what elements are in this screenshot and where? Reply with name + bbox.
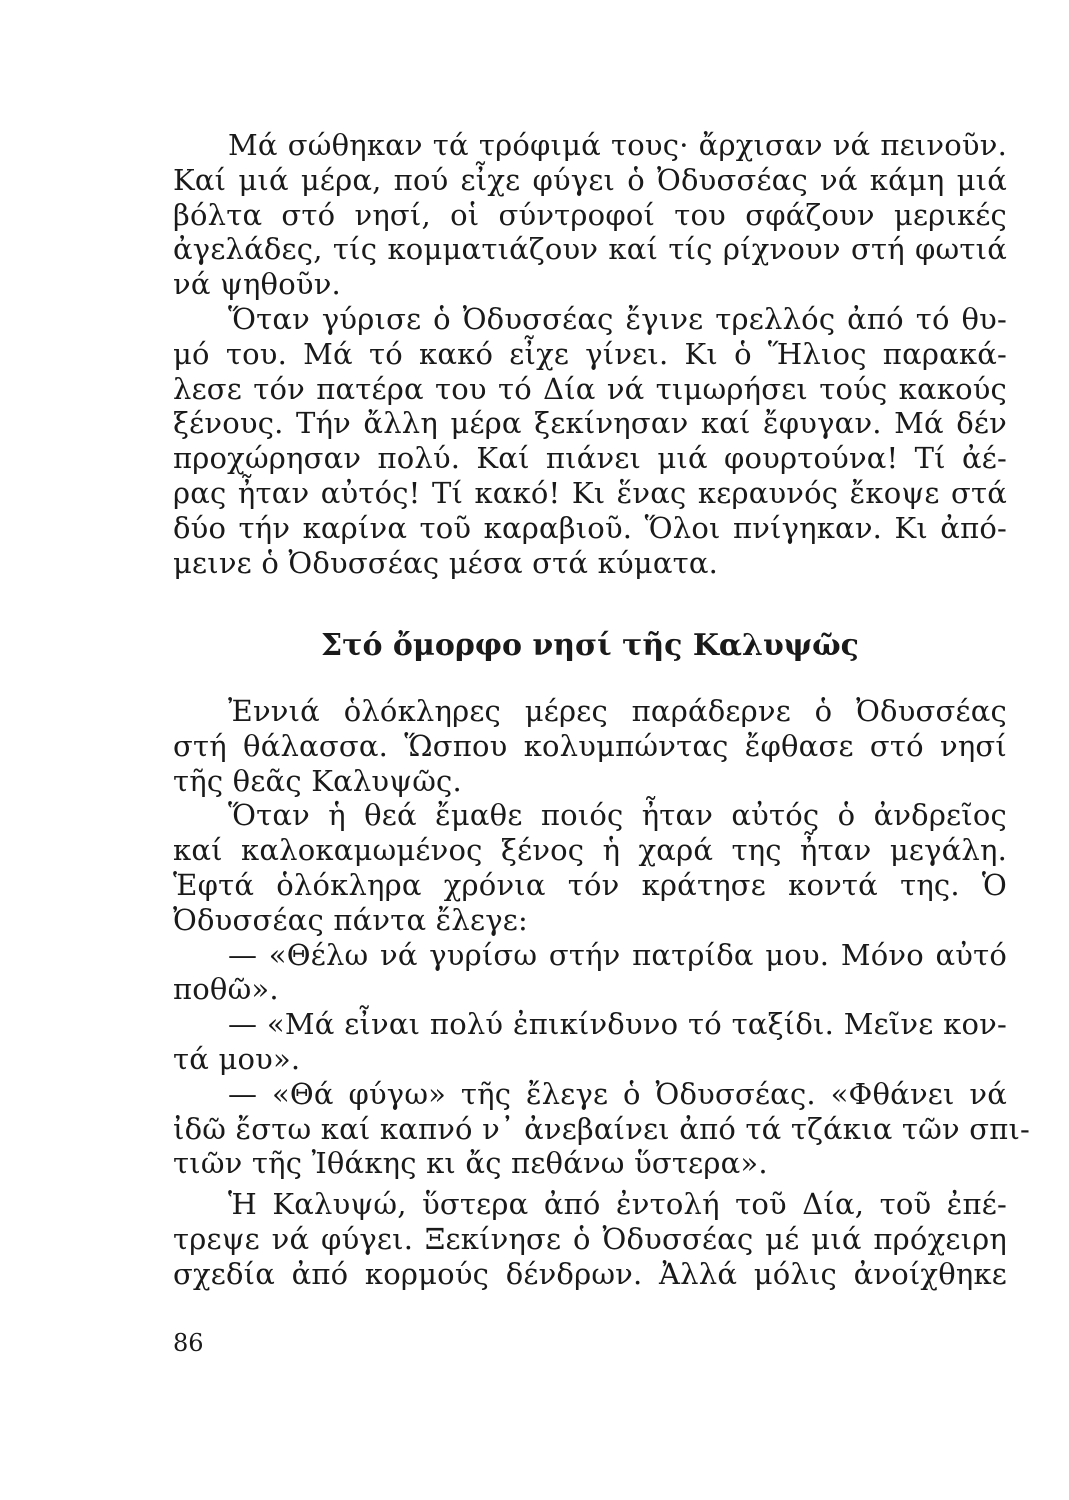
text-line: Ὀδυσσέας πάντα ἔλεγε: <box>173 902 528 937</box>
text-line: τά μου». <box>173 1041 301 1076</box>
text-line: προχώρησαν πολύ. Καί πιάνει μιά φουρτούνα! Τί ἀέ- <box>173 441 1007 476</box>
text-line: δύο τήν καρίνα τοῦ καραβιοῦ. Ὅλοι πνίγηκαν. Κι ἀπό- <box>173 510 1007 545</box>
text-line: σχεδία ἀπό κορμούς δένδρων. Ἀλλά μόλις ἀνοίχθηκε <box>173 1256 1007 1291</box>
dialogue-paragraph <box>173 938 1007 1008</box>
section-1-text <box>173 128 1007 580</box>
text-line: — «Μά εἶναι πολύ ἐπικίνδυνο τό ταξίδι. Μεῖνε κον- <box>228 1007 1007 1042</box>
dialogue-paragraph <box>173 1007 1007 1077</box>
dialogue-paragraph <box>173 1076 1031 1181</box>
text-line: — «Θέλω νά γυρίσω στήν πατρίδα μου. Μόνο αὐτό <box>228 937 1007 972</box>
paragraph <box>173 1187 1007 1291</box>
text-line: — «Θά φύγω» τῆς ἔλεγε ὁ Ὀδυσσέας. «Φθάνει νά <box>228 1076 1007 1111</box>
text-line: Μά σώθηκαν τά τρόφιμά τους· ἄρχισαν νά πεινοῦν. <box>228 128 1007 162</box>
text-line: μό του. Μά τό κακό εἶχε γίνει. Κι ὁ Ἥλιος παρακά- <box>173 336 1007 371</box>
text-line: Ὅταν γύρισε ὁ Ὀδυσσέας ἔγινε τρελλός ἀπό τό θυ- <box>228 301 1007 336</box>
text-line: μεινε ὁ Ὀδυσσέας μέσα στά κύματα. <box>173 545 719 580</box>
text-line: Καί μιά μέρα, πού εἶχε φύγει ὁ Ὀδυσσέας νά κάμη μιά <box>173 162 1007 197</box>
text-line: Ἑφτά ὁλόκληρα χρόνια τόν κράτησε κοντά της. Ὁ <box>173 867 1007 902</box>
text-line: ποθῶ». <box>173 972 279 1007</box>
text-line: βόλτα στό νησί, οἱ σύντροφοί του σφάζουν μερικές <box>173 197 1007 232</box>
text-line: Ὅταν ἡ θεά ἔμαθε ποιός ἦταν αὐτός ὁ ἀνδρεῖος <box>228 798 1007 833</box>
paragraph <box>173 128 1007 302</box>
text-line: στή θάλασσα. Ὥσπου κολυμπώντας ἔφθασε στό νησί <box>173 728 1007 763</box>
paragraph <box>173 694 1007 798</box>
text-line: ἰδῶ ἔστω καί καπνό ν᾿ ἀνεβαίνει ἀπό τά τζάκια τῶν σπι- <box>173 1111 1031 1146</box>
paragraph <box>173 798 1007 937</box>
text-line: καί καλοκαμωμένος ξένος ἡ χαρά της ἦταν μεγάλη. <box>173 833 1007 868</box>
section-heading: Στό ὄμορφο νησί τῆς Καλυψῶς <box>321 628 859 663</box>
text-line: Ἡ Καλυψώ, ὕστερα ἀπό ἐντολή τοῦ Δία, τοῦ ἐπέ- <box>228 1187 1007 1222</box>
page-number: 86 <box>173 1329 204 1357</box>
section-2-text <box>173 694 1031 1292</box>
text-line: τῆς θεᾶς Καλυψῶς. <box>173 763 462 798</box>
text-line: τρεψε νά φύγει. Ξεκίνησε ὁ Ὀδυσσέας μέ μιά πρόχειρη <box>173 1221 1007 1256</box>
text-line: ἀγελάδες, τίς κομματιάζουν καί τίς ρίχνουν στή φωτιά <box>173 232 1007 267</box>
text-line: ξένους. Τήν ἄλλη μέρα ξεκίνησαν καί ἔφυγαν. Μά δέν <box>173 406 1007 441</box>
text-line: Ἐννιά ὁλόκληρες μέρες παράδερνε ὁ Ὀδυσσέας <box>228 694 1007 728</box>
text-line: ρας ἦταν αὐτός! Τί κακό! Κι ἕνας κεραυνός ἔκοψε στά <box>173 475 1007 510</box>
text-line: λεσε τόν πατέρα του τό Δία νά τιμωρήσει τούς κακούς <box>173 371 1007 406</box>
paragraph <box>173 302 1007 580</box>
text-line: νά ψηθοῦν. <box>173 267 341 302</box>
text-line: τιῶν τῆς Ἰθάκης κι ἄς πεθάνω ὕστερα». <box>173 1146 768 1181</box>
